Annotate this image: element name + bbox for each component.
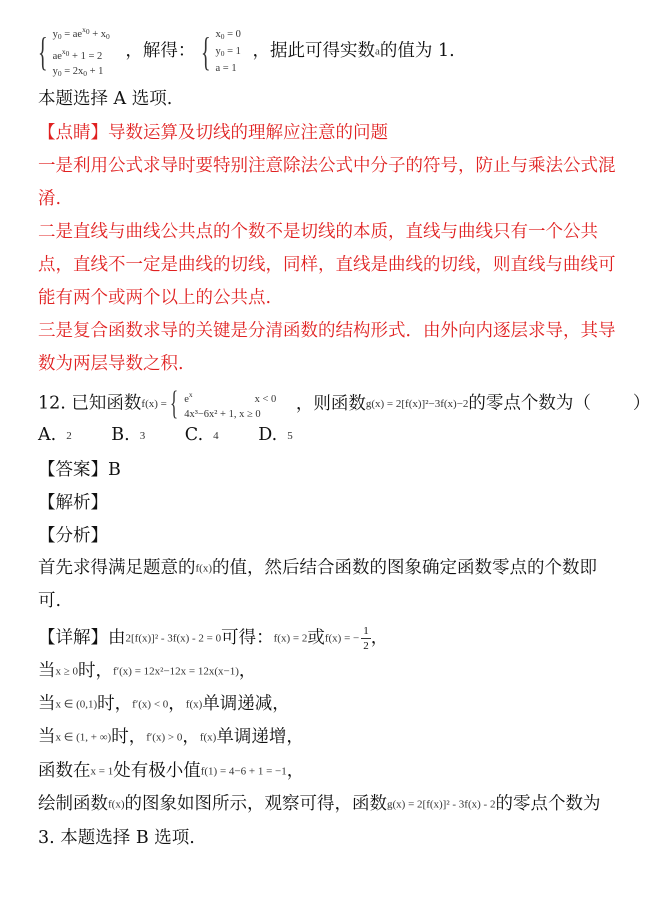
option-c: C. 4 bbox=[184, 425, 219, 445]
solve-text: ，解得： bbox=[125, 41, 196, 61]
option-d: D. 5 bbox=[258, 425, 293, 445]
option-a: A. 2 bbox=[38, 425, 72, 445]
analysis-line-1: 首先求得满足题意的f(x)的值，然后结合函数的图象确定函数零点的个数即 bbox=[38, 558, 597, 578]
var-a: a bbox=[374, 45, 380, 58]
option-b: B. 3 bbox=[111, 425, 146, 445]
fenxi-heading: 【分析】 bbox=[38, 526, 108, 546]
increasing-line: 当x ∈ (1, + ∞)时，f′(x) > 0，f(x)单调递增， bbox=[38, 727, 304, 747]
choose-a-line: 本题选择 A 选项. bbox=[38, 89, 173, 109]
note-2-line-3: 能有两个或两个以上的公共点. bbox=[38, 288, 272, 308]
conclusion-line: 绘制函数f(x)的图象如图所示，观察可得，函数g(x) = 2[f(x)]² - 3f(x) - 2的零点个数为 bbox=[38, 794, 601, 814]
after-text: ，据此可得实数 bbox=[252, 41, 375, 61]
q12-suffix: 的零点个数为（ bbox=[468, 393, 591, 414]
decreasing-line: 当x ∈ (0,1)时，f′(x) < 0，f(x)单调递减， bbox=[38, 694, 290, 714]
q12-mid: ，则函数 bbox=[295, 393, 366, 414]
note-2-line-2: 点，直线不一定是曲线的切线，同样，直线是曲线的切线，则直线与曲线可 bbox=[38, 255, 616, 275]
note-2-line-1: 二是直线与曲线公共点的个数不是切线的本质，直线与曲线只有一个公共 bbox=[38, 222, 598, 242]
fx-label: f(x) = bbox=[141, 398, 170, 410]
note-1-line-2: 淆. bbox=[38, 189, 62, 209]
q12-prefix: 12. 已知函数 bbox=[38, 393, 142, 414]
piecewise-cases: $e^x$ x < 0 4x³−6x² + 1, x ≥ 0 bbox=[184, 389, 277, 420]
tail-text: 的值为 1. bbox=[379, 41, 455, 61]
final-choice-line: 3. 本题选择 B 选项. bbox=[38, 828, 195, 848]
left-brace-2: { bbox=[200, 28, 211, 74]
detail-line: 【详解】由2[f(x)]² - 3f(x) - 2 = 0可得：f(x) = 2或f(x) = − $\frac{1}{2}$ ， bbox=[38, 625, 389, 652]
options-row bbox=[38, 424, 293, 447]
equation-system-1: $y_0 = ae^{x_0} + x_0$ $ae^{x_0} + 1 = 2$ $y_0 = 2x_0 + 1$ bbox=[52, 25, 110, 78]
fraction-one-half: $\frac{1}{2}$ bbox=[363, 625, 369, 652]
left-brace: { bbox=[38, 28, 48, 74]
q12-close: ） bbox=[632, 393, 650, 414]
solution-system-line bbox=[38, 22, 455, 81]
analysis-line-2: 可. bbox=[38, 591, 62, 611]
gx-expression: g(x) = 2[f(x)]²−3f(x)−2 bbox=[365, 398, 469, 410]
equation-system-2: $x_0 = 0$ $y_0 = 1$ a = 1 bbox=[215, 29, 241, 74]
derivative-line: 当x ≥ 0时，f′(x) = 12x²−12x = 12x(x−1)， bbox=[38, 661, 257, 681]
jiexi-heading: 【解析】 bbox=[38, 493, 108, 513]
piecewise-brace: { bbox=[169, 385, 178, 422]
dianjing-heading: 【点睛】导数运算及切线的理解应注意的问题 bbox=[38, 123, 388, 143]
minimum-line: 函数在x = 1处有极小值f(1) = 4−6 + 1 = −1， bbox=[38, 761, 305, 781]
question-12 bbox=[38, 384, 650, 424]
note-1-line-1: 一是利用公式求导时要特别注意除法公式中分子的符号，防止与乘法公式混 bbox=[38, 156, 616, 176]
note-3-line-2: 数为两层导数之积. bbox=[38, 354, 184, 374]
answer-line: 【答案】B bbox=[38, 460, 121, 480]
note-3-line-1: 三是复合函数求导的关键是分清函数的结构形式．由外向内逐层求导，其导 bbox=[38, 321, 616, 341]
